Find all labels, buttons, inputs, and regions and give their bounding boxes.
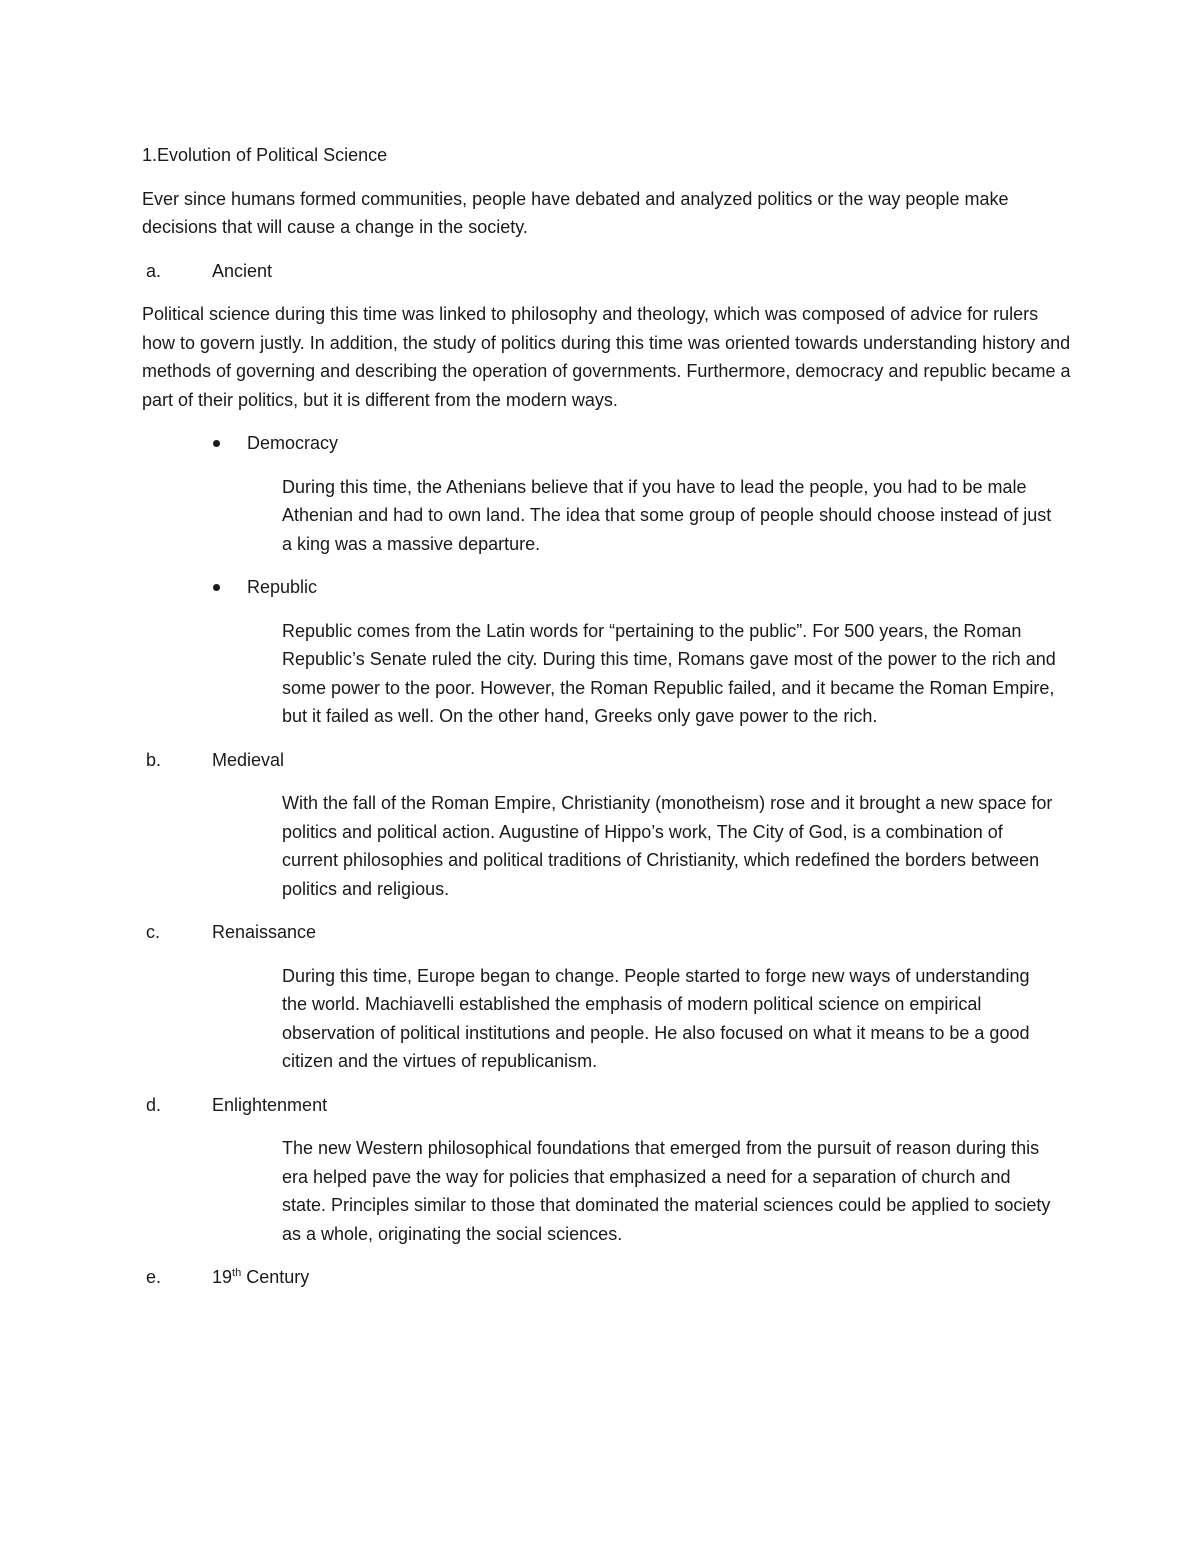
bullet-heading-republic <box>142 573 1072 602</box>
republic-paragraph: Republic comes from the Latin words for “pertaining to the public”. For 500 years, the Roman Republic’s Senate ruled the city. During this time, Romans gave most of the power to the rich and some power to the poor. However, the Roman Republic failed, and it became the Roman Empire, but it failed as well. On the other hand, Greeks only gave power to the rich. <box>282 620 1056 726</box>
section-heading-19th-century <box>142 1263 1072 1292</box>
section-heading-medieval <box>142 746 1072 775</box>
section-letter: b. <box>146 749 162 770</box>
section-title: Renaissance <box>212 922 317 942</box>
ancient-paragraph: Political science during this time was linked to philosophy and theology, which was composed of advice for rulers how to govern justly. In addition, the study of politics during this time was oriented towards understanding history and methods of governing and describing the operation of governments. Furthermore, democracy and republic became a part of their politics, but it is different from the modern ways. <box>142 304 1071 410</box>
century-number: 19 <box>212 1267 233 1287</box>
bullet-title: Democracy <box>247 433 339 453</box>
bullet-title: Republic <box>247 577 318 597</box>
document-title: 1.Evolution of Political Science <box>142 145 388 165</box>
section-letter: a. <box>146 260 162 281</box>
section-letter: e. <box>146 1267 162 1287</box>
document-body <box>142 141 1072 1307</box>
section-title <box>212 1267 309 1287</box>
century-word: Century <box>241 1267 310 1287</box>
medieval-paragraph: With the fall of the Roman Empire, Christianity (monotheism) rose and it brought a new space for politics and political action. Augustine of Hippo’s work, The City of God, is a combination of current philosophies and political traditions of Christianity, which redefined the borders between politics and religious. <box>282 793 1053 899</box>
bullet-icon <box>213 440 220 447</box>
ordinal-suffix: th <box>232 1267 242 1279</box>
section-title: Medieval <box>212 749 285 770</box>
section-letter: c. <box>146 922 161 942</box>
bullet-icon <box>213 584 220 591</box>
section-heading-renaissance <box>142 918 1072 947</box>
enlightenment-paragraph: The new Western philosophical foundations that emerged from the pursuit of reason during this era helped pave the way for policies that emphasized a need for a separation of church and state. Principles similar to those that dominated the material sciences could be applied to society as a whole, originating the social sciences. <box>282 1138 1051 1244</box>
section-letter: d. <box>146 1094 162 1115</box>
section-heading-ancient <box>142 257 1072 286</box>
section-heading-enlightenment <box>142 1091 1072 1120</box>
renaissance-paragraph: During this time, Europe began to change. People started to forge new ways of understanding the world. Machiavelli established the emphasis of modern political science on empirical observation of political institutions and people. He also focused on what it means to be a good citizen and the virtues of republicanism. <box>282 965 1030 1071</box>
democracy-paragraph: During this time, the Athenians believe that if you have to lead the people, you had to be male Athenian and had to own land. The idea that some group of people should choose instead of just a king was a massive departure. <box>282 476 1052 554</box>
intro-paragraph: Ever since humans formed communities, people have debated and analyzed politics or the way people make decisions that will cause a change in the society. <box>142 188 1009 237</box>
bullet-heading-democracy <box>142 429 1072 458</box>
section-title: Ancient <box>212 260 273 281</box>
section-title: Enlightenment <box>212 1094 328 1115</box>
